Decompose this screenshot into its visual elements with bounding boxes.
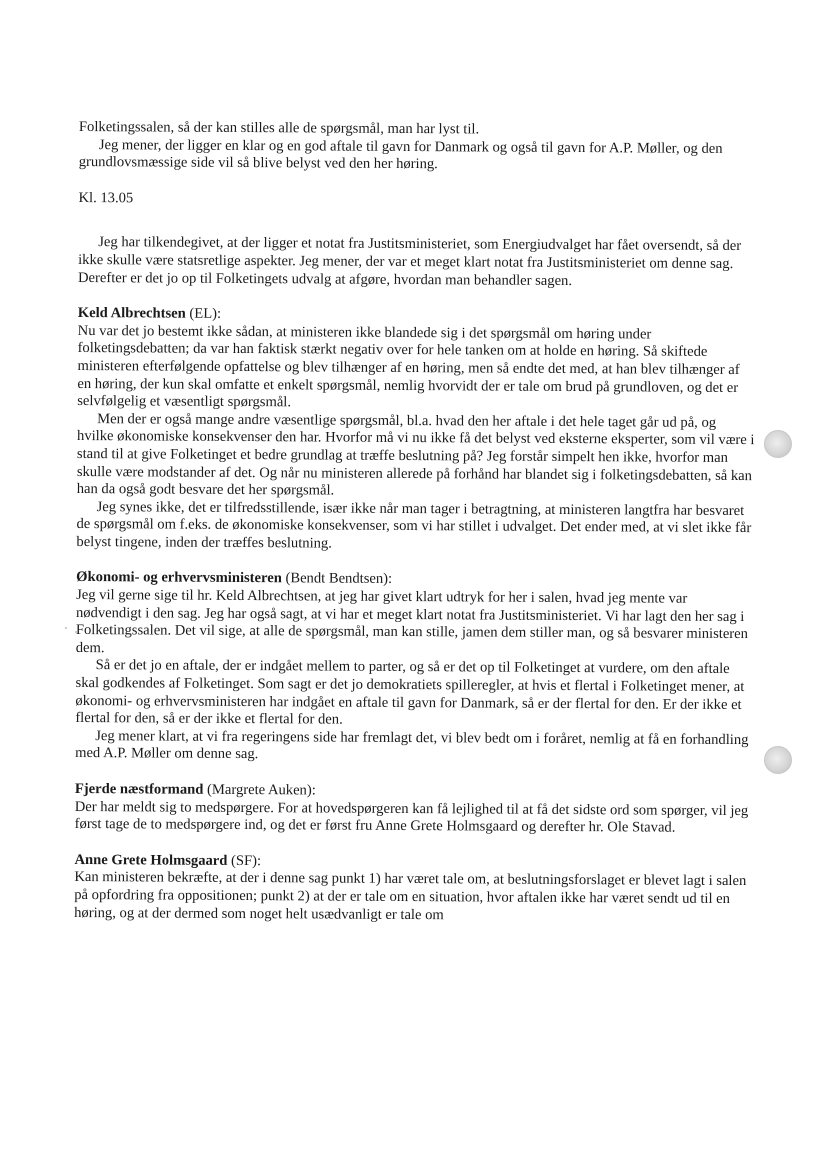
paragraph: Nu var det jo bestemt ikke sådan, at ministeren ikke blandede sig i det spørgsmål om høring under folketingsdebatten; da var han faktisk stærkt negativ over for hele tanken om at holde en høring. Så skiftede ministeren efterfølgende opfattelse og blev tilhænger af en høring, men så endte det med, at han blev tilhænger af en høring, der kun skal omfatte et enkelt spørgsmål, nemlig hvorvidt der er tale om brud på grundloven, og det er selvfølgelig et væsentligt spørgsmål. bbox=[77, 322, 740, 411]
speaker-party: (Margrete Auken): bbox=[203, 781, 316, 799]
paragraph: Der har meldt sig to medspørgere. For at hovedspørgeren kan få lejlighed til at få det sidste ord som spørger, vil jeg først tage de to medspørgere ind, og det er først fru Anne Grete Holmsgaard og derefter hr. Ole Stavad. bbox=[74, 798, 749, 836]
punch-hole-top bbox=[764, 430, 792, 458]
speaker-party: (Bendt Bendtsen): bbox=[281, 570, 393, 588]
punch-hole-bottom bbox=[764, 746, 792, 774]
speaker-name: Økonomi- og erhvervsministeren bbox=[76, 569, 282, 587]
timestamp: Kl. 13.05 bbox=[78, 189, 134, 207]
paragraph: Jeg mener klart, at vi fra regeringens side har fremlagt det, vi blev bedt om i foråret, nemlig at få en forhandling med A.P. Møller om denne sag. bbox=[75, 727, 749, 763]
speaker-name: Fjerde næstformand bbox=[74, 780, 204, 798]
scan-speck bbox=[65, 627, 67, 629]
paragraph: Men der er også mange andre væsentlige spørgsmål, bl.a. hvad den her aftale i det hele taget går ud på, og hvilke økonomiske konsekvenser den har. Hvorfor må vi nu ikke få det belyst ved eksterne eksperter, som vil være i stand til at give Folketinget et bedre grundlag at træffe beslutning på? Jeg forstår simpelt hen ikke, hvorfor man skulle være modstander af det. Og når nu ministeren allerede på forhånd har blandet sig i folketingsdebatten, så kan han da også godt besvare det her spørgsmål. bbox=[76, 410, 755, 499]
paragraph: Jeg vil gerne sige til hr. Keld Albrechtsen, at jeg har givet klart udtryk for her i salen, hvad jeg mente var nødvendigt i den sag. Jeg har også sagt, at vi har et meget klart notat fra Justitsministeriet. Vi har lagt den her sag i Folketingssalen. Det vil sige, at alle de spørgsmål, man kan stille, jamen dem stiller man, og så besvarer ministeren dem. bbox=[75, 587, 749, 657]
paragraph: Jeg synes ikke, det er tilfredsstillende, især ikke når man tager i betragtning, at ministeren langtfra har besvaret de spørgsmål om f.eks. de økonomiske konsekvenser, som vi har stillet i udvalget. Det ender med, at vi slet ikke får belyst tingene, inden der træffes beslutning. bbox=[76, 498, 752, 552]
speaker-party: (SF): bbox=[227, 852, 262, 869]
paragraph: Jeg mener, der ligger en klar og en god aftale til gavn for Danmark og også til gavn for A.P. Møller, og den grundlovsmæssige side vil så blive belyst ved den her høring. bbox=[78, 136, 723, 173]
speaker-name: Keld Albrechtsen bbox=[77, 305, 186, 322]
paragraph: Så er det jo en aftale, der er indgået mellem to parter, og så er det op til Folketinget at vurdere, om den aftale skal godkendes af Folketinget. Som sagt er det jo demokratiets spilleregler, at hvis et flertal i Folketinget mener, at økonomi- og erhvervsministeren har indgået en aftale til gavn for Danmark, så er der flertal for den. Er der ikke et flertal for den, så er der ikke et flertal for den. bbox=[75, 657, 745, 728]
transcript-body bbox=[74, 119, 757, 926]
paragraph: Folketingssalen, så der kan stilles alle de spørgsmål, man har lyst til. bbox=[78, 119, 480, 138]
speaker-party: (EL): bbox=[185, 305, 222, 323]
speaker-name: Anne Grete Holmsgaard bbox=[74, 851, 228, 869]
paragraph: Jeg har tilkendegivet, at der ligger et notat fra Justitsministeriet, som Energiudvalget har fået oversendt, så der ikke skulle være statsretlige aspekter. Jeg mener, der var et meget klart notat fra Justitsministeriet om denne sag. Derefter er det jo op til Folketingets udvalg at afgøre, hvordan man behandler sagen. bbox=[77, 234, 742, 289]
paragraph: Kan ministeren bekræfte, at der i denne sag punkt 1) har været tale om, at beslutningsforslaget er blevet lagt i salen på opfordring fra oppositionen; punkt 2) at der er tale om en situation, hvor aftalen ikke har været sendt ud til en høring, og at der dermed som noget helt usædvanligt er tale om bbox=[74, 869, 747, 923]
